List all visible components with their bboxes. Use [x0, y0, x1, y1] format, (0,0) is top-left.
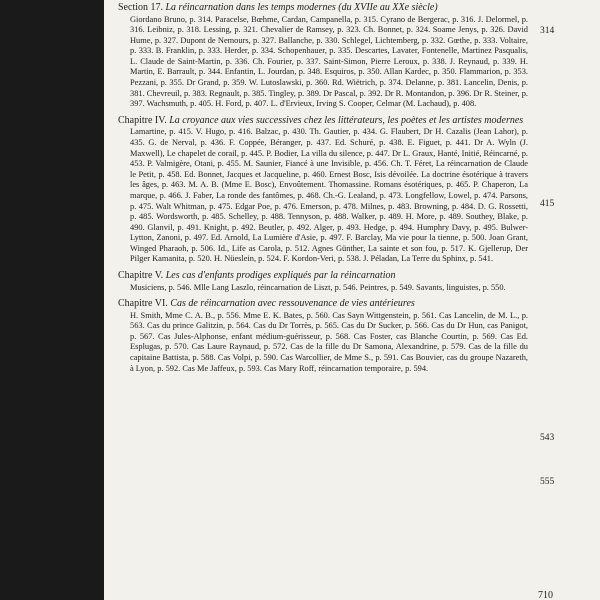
- table-of-contents: [118, 2, 528, 379]
- chapter-heading: [118, 115, 528, 127]
- toc-chapter-5: [118, 270, 528, 293]
- section-title: La réincarnation dans les temps modernes (du XVIIe au XXe siècle): [165, 2, 438, 13]
- chapter-body: H. Smith, Mme C. A. B., p. 556. Mme E. K. Bates, p. 560. Cas Sayn Wittgenstein, p. 561. Cas Lancelin, de M. L., p. 563. Cas du prince Galitzin, p. 564. Cas du Dr Torrès, p. 565. Cas du Dr Sucker, p. 566. Cas du Dr Hun, cas Panigot, p. 567. Cas Jules-Alphonse, enfant médium-guérisseur, p. 568. Cas Foster, cas Blanche Courtin, p. 569. Cas Ed. Esplugas, p. 570. Cas Laure Raynaud, p. 572. Cas de la fille du Dr Samona, Alexandrine, p. 579. Cas de la fille du capitaine Battista, p. 588. Cas Volpi, p. 590. Cas Warcollier, de Mme S., p. 591. Cas Bouvier, cas du groupe Nazareth, à Lyon, p. 592. Cas Me Jaffeux, p. 593. Cas Mary Roff, réincarnation temporaire, p. 594.: [130, 310, 528, 373]
- chapter-title: Cas de réincarnation avec ressouvenance de vies antérieures: [170, 298, 415, 310]
- book-page: [104, 0, 600, 600]
- page-ref-chapter-5: 543: [540, 433, 555, 443]
- chapter-label: Chapitre VI.: [118, 298, 168, 310]
- chapter-heading: [118, 298, 528, 310]
- page-ref-section-17: 314: [540, 26, 555, 36]
- section-body: Giordano Bruno, p. 314. Paracelse, Bœhme, Cardan, Campanella, p. 315. Cyrano de Bergerac, p. 316. J. Delormel, p. 316. Leibniz, p. 318. Lessing, p. 321. Chevalier de Ramsey, p. 323. Ch. Bonnet, p. 324. Soame Jenys, p. 326. David Hume, p. 327. Dupont de Nemours, p. 327. Ballanche, p. 330. Schlegel, Lichtemberg, p. 332. Gœthe, p. 333. Voltaire, p. 333. B. Franklin, p. 333. Herder, p. 334. Schopenhauer, p. 335. Descartes, Lavater, Fontenelle, Martinez Pasqualis, L. Claude de Saint-Martin, p. 336. Ch. Fourier, p. 337. Saint-Simon, Pierre Leroux, p. 338. J. Reynaud, p. 339. H. Martin, E. Barrault, p. 344. Enfantin, L. Jourdan, p. 348. Esquiros, p. 350. Allan Kardec, p. 350. Flammarion, p. 353. Pezzani, p. 355. Dr Grand, p. 359. W. Lutoslawski, p. 360. Rd. Wiëtrich, p. 374. Delanne, p. 381. Lancelin, Denis, p. 381. Chevreuil, p. 383. Regnault, p. 385. Tingley, p. 389. Dr Pascal, p. 392. Dr R. Montandon, p. 396. Dr R. Steiner, p. 397. Wachsmuth, p. 405. H. Ford, p. 407. L. d'Ervieux, Irving S. Cooper, Celmar (M. Lachaud), p. 408.: [130, 14, 528, 109]
- section-label: Section 17.: [118, 2, 163, 13]
- toc-section-17: [118, 2, 528, 110]
- chapter-body: Musiciens, p. 546. Mlle Lang Laszlo, réincarnation de Liszt, p. 546. Peintres, p. 549. Savants, linguistes, p. 550.: [130, 282, 506, 292]
- chapter-body: Lamartine, p. 415. V. Hugo, p. 416. Balzac, p. 430. Th. Gautier, p. 434. G. Flaubert, Dr H. Cazalis (Jean Lahor), p. 435. G. de Nerval, p. 436. F. Coppée, Béranger, p. 437. Ed. Schuré, p. 438. E. Figuet, p. 441. Dr A. Wyln (J. Maxwell), Le chapelet de corail, p. 445. P. Bodier, La villa du silence, p. 447. Dr L. Graux, Hanté, Initié, Réincarné, p. 453. P. Valmigère, Otani, p. 455. M. Saunier, Fiancé à une Invisible, p. 456. Ch. T. Féret, La réincarnation de Claude le Petit, p. 458. Ed. Bonnet, Jacques et Jacqueline, p. 460. Ernest Bosc, Isis dévoilée. La doctrine ésotérique à travers les âges, p. 463. M. A. B. (Mme E. Bosc), Envoûtement. Thomassine. Romans ésotériques, p. 465. P. Chaperon, La marque, p. 466. J. Faber, La ronde des fantômes, p. 468. Ch.-G. Lealand, p. 473. Longfellow, Lowel, p. 474. Parsons, p. 475. Walt Whitman, p. 475. Edgar Poe, p. 476. Emerson, p. 478. Milnes, p. 483. Browning, p. 484. D. G. Rossetti, p. 485. Wordsworth, p. 485. Schelley, p. 488. Tennyson, p. 488. Walker, p. 489. H. More, p. 489. Southey, Blake, p. 490. Glanvil, p. 491. Knight, p. 492. Beutler, p. 492. Alger, p. 493. Hedge, p. 494. Humphry Davy, p. 495. Bulwer-Lytton, Zanoni, p. 497. Ed. Arnold, La Lumière d'Asie, p. 497. F. Barclay, Ma vie pour la tienne, p. 500. Joan Grant, Winged Pharaoh, p. 506. Id., Life as Carola, p. 512. Agnes Günther, La sainte et son fou, p. 517. K. Gjellerup, Der Pilger Kamanita, p. 520. H. Nüeslein, p. 524. F. Kordon-Veri, p. 538. J. Péladan, La Terre du Sphinx, p. 541.: [130, 127, 528, 264]
- page-ref-chapter-4: 415: [540, 199, 555, 209]
- page-number: 710: [538, 590, 553, 600]
- chapter-label: Chapitre V.: [118, 270, 164, 282]
- chapter-title: La croyance aux vies successives chez les littérateurs, les poètes et les artistes modernes: [169, 114, 524, 126]
- page-ref-chapter-6: 555: [540, 477, 555, 487]
- toc-chapter-6: [118, 298, 528, 374]
- toc-chapter-4: [118, 115, 528, 265]
- chapter-title: Les cas d'enfants prodiges expliqués par la réincarnation: [165, 270, 396, 282]
- chapter-label: Chapitre IV.: [118, 114, 167, 126]
- section-heading: [118, 2, 528, 14]
- chapter-heading: [118, 270, 528, 282]
